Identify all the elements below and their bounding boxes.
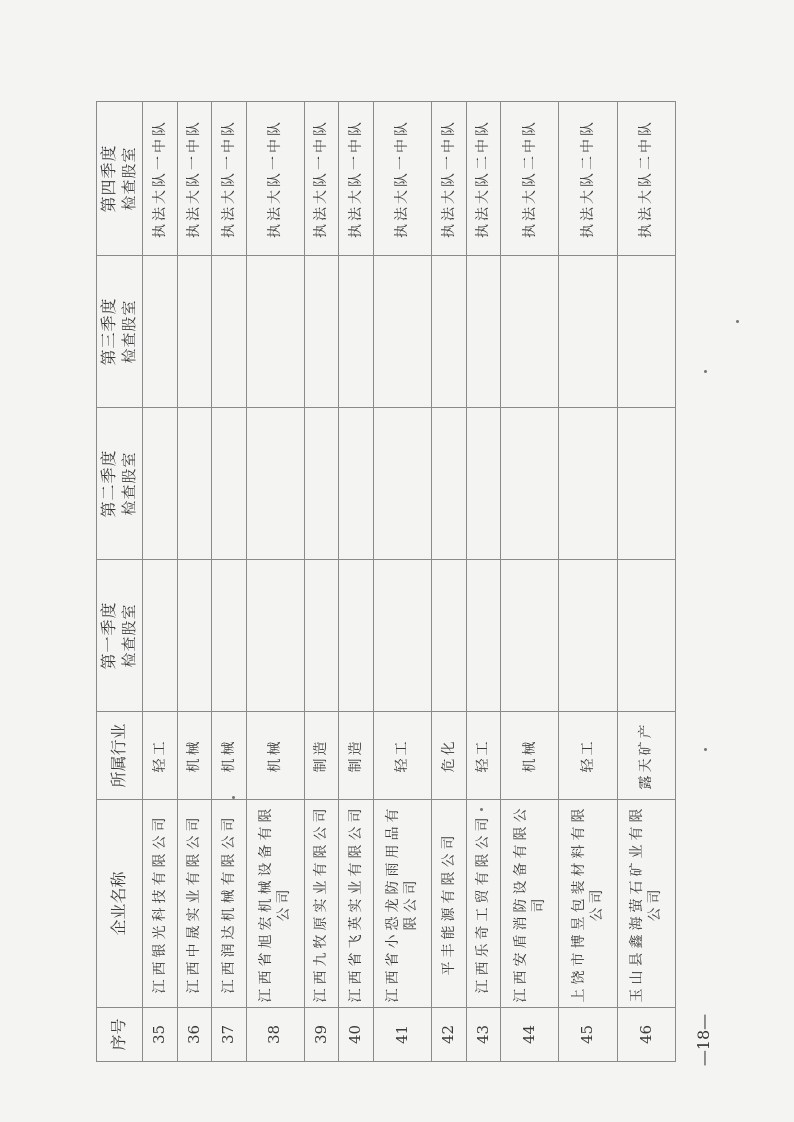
cell-seq: 37: [212, 1008, 247, 1062]
cell-q2-room: [617, 408, 675, 560]
cell-industry: 制造: [304, 712, 339, 800]
cell-seq: 46: [617, 1008, 675, 1062]
cell-industry: 露天矿产: [617, 712, 675, 800]
header-q3-room: 检查股室: [120, 299, 139, 364]
header-q4-quarter: 第四季度: [99, 144, 119, 213]
cell-q3-room: [559, 256, 617, 408]
cell-company-name: 江西润达机械有限公司: [212, 800, 247, 1008]
cell-q3-room: [212, 256, 247, 408]
cell-q2-room: [143, 408, 178, 560]
cell-company-name: 江西九牧原实业有限公司: [304, 800, 339, 1008]
cell-q4-room: 执法大队一中队: [304, 102, 339, 256]
cell-q3-room: [246, 256, 304, 408]
cell-q4-room: 执法大队二中队: [466, 102, 501, 256]
table-row: [304, 102, 339, 1062]
cell-q4-room: 执法大队二中队: [559, 102, 617, 256]
cell-q2-room: [432, 408, 467, 560]
cell-company-name: 江西省小恐龙防雨用品有限公司: [373, 800, 431, 1008]
cell-q3-room: [339, 256, 374, 408]
header-q3: [97, 256, 143, 408]
cell-seq: 36: [177, 1008, 212, 1062]
cell-q4-room: 执法大队一中队: [339, 102, 374, 256]
cell-seq: 45: [559, 1008, 617, 1062]
cell-q1-room: [246, 560, 304, 712]
cell-q1-room: [432, 560, 467, 712]
table-row: [466, 102, 501, 1062]
cell-q2-room: [177, 408, 212, 560]
header-industry: 所属行业: [97, 712, 143, 800]
header-q1-room: 检查股室: [120, 603, 139, 668]
table-row: [177, 102, 212, 1062]
cell-q2-room: [246, 408, 304, 560]
page-number: —18—: [693, 1013, 713, 1067]
cell-q1-room: [212, 560, 247, 712]
cell-q3-room: [373, 256, 431, 408]
header-q2-room: 检查股室: [120, 451, 139, 516]
cell-q2-room: [501, 408, 559, 560]
header-q2: [97, 408, 143, 560]
cell-industry: 轻工: [143, 712, 178, 800]
scan-speck: [704, 748, 707, 751]
cell-industry: 机械: [212, 712, 247, 800]
header-company-name: 企业名称: [97, 800, 143, 1008]
header-q4-room: 检查股室: [120, 146, 139, 211]
cell-q1-room: [143, 560, 178, 712]
cell-company-name: 江西安盾消防设备有限公司: [501, 800, 559, 1008]
cell-seq: 41: [373, 1008, 431, 1062]
cell-q4-room: 执法大队一中队: [143, 102, 178, 256]
scan-speck: [480, 808, 483, 811]
cell-q2-room: [304, 408, 339, 560]
cell-industry: 机械: [177, 712, 212, 800]
cell-q2-room: [373, 408, 431, 560]
cell-industry: 机械: [501, 712, 559, 800]
cell-q4-room: 执法大队一中队: [246, 102, 304, 256]
cell-q1-room: [373, 560, 431, 712]
header-q1-quarter: 第一季度: [99, 601, 119, 670]
cell-q4-room: 执法大队一中队: [432, 102, 467, 256]
cell-industry: 制造: [339, 712, 374, 800]
cell-seq: 44: [501, 1008, 559, 1062]
header-q1: [97, 560, 143, 712]
cell-industry: 危化: [432, 712, 467, 800]
cell-q4-room: 执法大队二中队: [617, 102, 675, 256]
cell-company-name: 江西省旭宏机械设备有限公司: [246, 800, 304, 1008]
header-q3-quarter: 第三季度: [99, 297, 119, 366]
table-row: [246, 102, 304, 1062]
cell-seq: 42: [432, 1008, 467, 1062]
cell-q1-room: [339, 560, 374, 712]
cell-industry: 轻工: [559, 712, 617, 800]
cell-company-name: 江西银光科技有限公司: [143, 800, 178, 1008]
cell-q1-room: [501, 560, 559, 712]
table-row: [559, 102, 617, 1062]
cell-q2-room: [339, 408, 374, 560]
cell-q2-room: [466, 408, 501, 560]
cell-q3-room: [501, 256, 559, 408]
scan-speck: [232, 796, 235, 799]
cell-q1-room: [466, 560, 501, 712]
scan-speck: [736, 320, 739, 323]
table-header-row: [97, 102, 143, 1062]
cell-q3-room: [432, 256, 467, 408]
cell-q4-room: 执法大队一中队: [212, 102, 247, 256]
cell-q1-room: [177, 560, 212, 712]
header-q2-quarter: 第二季度: [99, 449, 119, 518]
cell-company-name: 江西中晟实业有限公司: [177, 800, 212, 1008]
cell-q1-room: [617, 560, 675, 712]
cell-seq: 38: [246, 1008, 304, 1062]
header-seq: 序号: [97, 1008, 143, 1062]
cell-q4-room: 执法大队一中队: [373, 102, 431, 256]
cell-q4-room: 执法大队一中队: [177, 102, 212, 256]
cell-q1-room: [559, 560, 617, 712]
table-row: [143, 102, 178, 1062]
cell-seq: 40: [339, 1008, 374, 1062]
cell-q3-room: [304, 256, 339, 408]
cell-seq: 43: [466, 1008, 501, 1062]
header-q4: [97, 102, 143, 256]
cell-q3-room: [466, 256, 501, 408]
cell-industry: 轻工: [466, 712, 501, 800]
cell-company-name: 平丰能源有限公司: [432, 800, 467, 1008]
table-row: [212, 102, 247, 1062]
table-row: [617, 102, 675, 1062]
inspection-schedule-table: [96, 101, 676, 1062]
cell-company-name: 江西乐奇工贸有限公司: [466, 800, 501, 1008]
cell-q4-room: 执法大队二中队: [501, 102, 559, 256]
table-row: [339, 102, 374, 1062]
inspection-schedule-table-wrapper: [96, 102, 676, 1062]
cell-company-name: 玉山县鑫海萤石矿业有限公司: [617, 800, 675, 1008]
cell-q2-room: [212, 408, 247, 560]
cell-industry: 轻工: [373, 712, 431, 800]
cell-q3-room: [617, 256, 675, 408]
table-row: [501, 102, 559, 1062]
cell-company-name: 江西省飞英实业有限公司: [339, 800, 374, 1008]
cell-industry: 机械: [246, 712, 304, 800]
cell-q3-room: [177, 256, 212, 408]
table-row: [373, 102, 431, 1062]
table-body: [143, 102, 676, 1062]
scan-speck: [704, 370, 707, 373]
cell-q3-room: [143, 256, 178, 408]
cell-q1-room: [304, 560, 339, 712]
cell-company-name: 上饶市博昱包装材料有限公司: [559, 800, 617, 1008]
table-row: [432, 102, 467, 1062]
cell-seq: 39: [304, 1008, 339, 1062]
cell-seq: 35: [143, 1008, 178, 1062]
cell-q2-room: [559, 408, 617, 560]
